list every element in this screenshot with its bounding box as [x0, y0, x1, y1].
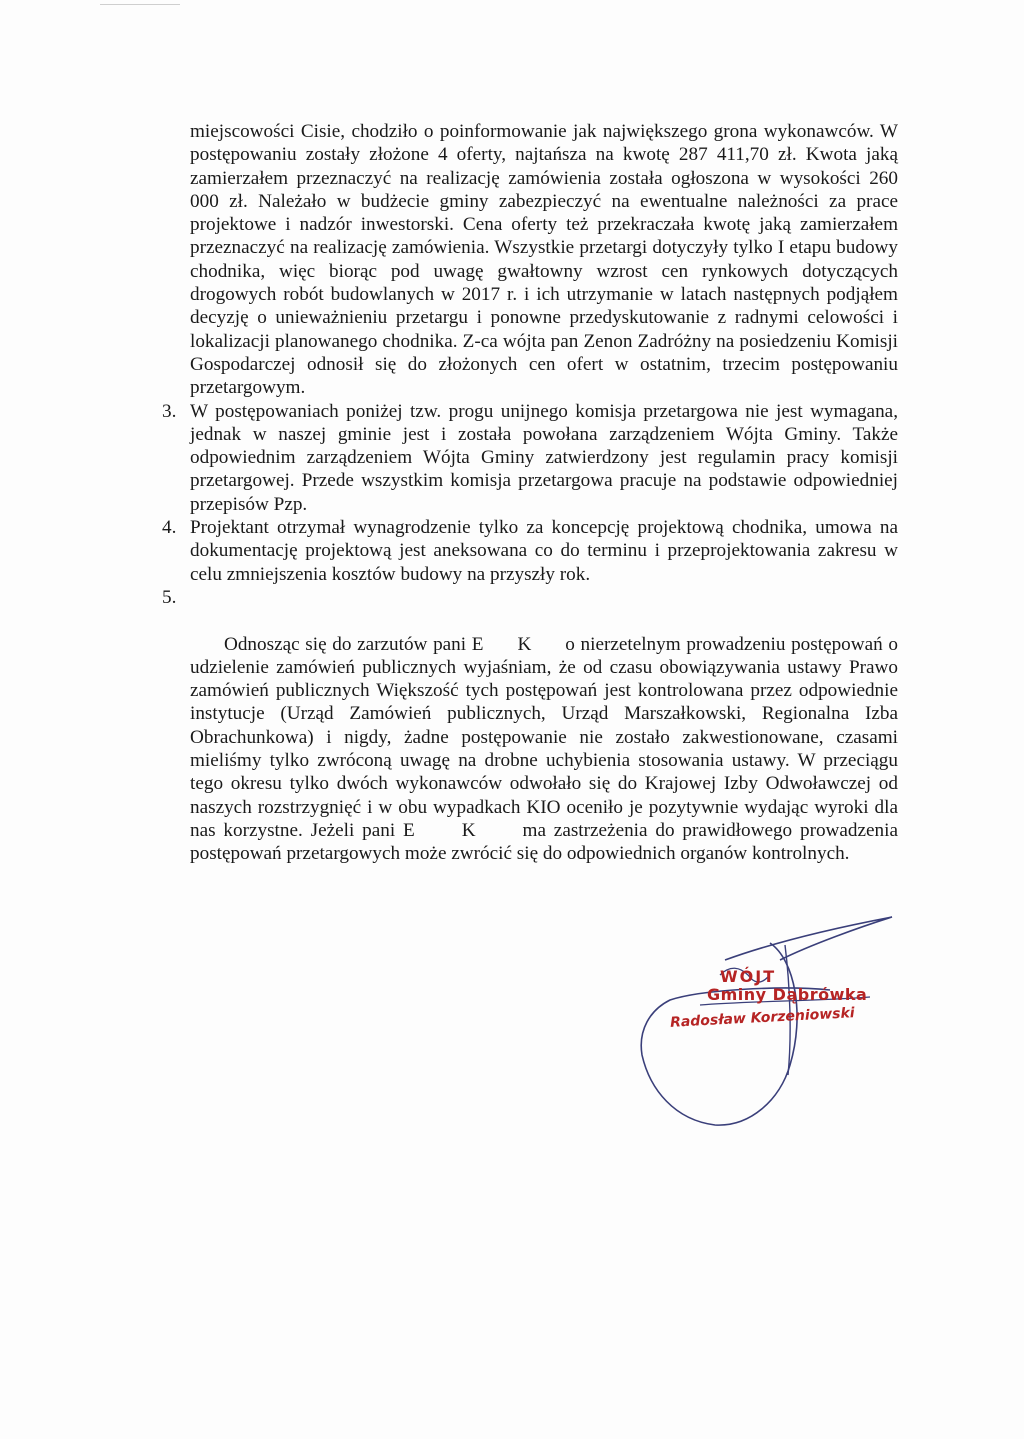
list-item-number: 3.	[162, 400, 177, 422]
stamp-name: Radosław Korzeniowski	[669, 1005, 856, 1031]
list-item-text: W postępowaniach poniżej tzw. progu unijnego komisja przetargowa nie jest wymagana, jednak w naszej gminie jest i została powołana zarządzeniem Wójta Gminy. Także odpowiednim zarządzeniem Wójta Gminy zatwierdzony jest regulamin pracy komisji przetargowej. Przede wszystkim komisja przetargowa pracuje na podstawie odpowiedniej przepisów Pzp.	[190, 400, 898, 515]
list-item-number: 4.	[162, 517, 177, 539]
list-item-number: 5.	[162, 586, 177, 608]
page-top-rule	[100, 4, 180, 5]
list-item-text: Projektant otrzymał wynagrodzenie tylko za koncepcję projektową chodnika, umowa na dokumentację projektową jest aneksowana co do terminu i przeprojektowania zakresu w celu zmniejszenia kosztów budowy na przyszły rok.	[190, 517, 898, 585]
list-item-3	[162, 400, 898, 516]
list-item-4	[162, 516, 898, 586]
stamp-title: WÓJT	[720, 967, 777, 986]
signature-stamp-block	[630, 905, 900, 1135]
list-item-text: Odnosząc się do zarzutów pani E K o nierzetelnym prowadzeniu postępowań o udzielenie zamówień publicznych wyjaśniam, że od czasu obowiązywania ustawy Prawo zamówień publicznych Większość tych postępowań jest kontrolowana przez odpowiednie instytucje (Urząd Zamówień publicznych, Urząd Marszałkowski, Regionalna Izba Obrachunkowa) i nigdy, żadne postępowanie nie zostało zakwestionowane, czasami mieliśmy tylko zwróconą uwagę na drobne uchybienia stosowania ustawy. W przeciągu tego okresu tylko dwóch wykonawców odwołało się do Krajowej Izby Odwoławczej od naszych rozstrzygnięć i w obu wypadkach KIO oceniło je pozytywnie wydając wyroki dla nas korzystne. Jeżeli pani E K ma zastrzeżenia do prawidłowego prowadzenia postępowań przetargowych może zwrócić się do odpowiednich organów kontrolnych.	[190, 633, 903, 865]
list-item-5	[162, 586, 903, 889]
document-body	[162, 120, 903, 889]
intro-paragraph: miejscowości Cisie, chodziło o poinformowanie jak największego grona wykonawców. W postępowaniu zostały złożone 4 oferty, najtańsza na kwotę 287 411,70 zł. Kwota jaką zamierzałem przeznaczyć na realizację zamówienia została ogłoszona w wysokości 260 000 zł. Należało w budżecie gminy zabezpieczyć na ewentualne należności za prace projektowe i nadzór inwestorski. Cena oferty też przekraczała kwotę jaką zamierzałem przeznaczyć na realizację zamówienia. Wszystkie przetargi dotyczyły tylko I etapu budowy chodnika, więc biorąc pod uwagę gwałtowny wzrost cen rynkowych dotyczących drogowych robót budowlanych w 2017 r. i ich utrzymanie w latach następnych podjąłem decyzję o unieważnieniu przetargu i ponowne przedyskutowanie z radnymi celowości i lokalizacji planowanego chodnika. Z-ca wójta pan Zenon Zadróżny na posiedzeniu Komisji Gospodarczej odnosił się do złożonych cen ofert w ostatnim, trzecim postępowaniu przetargowym.	[190, 121, 898, 399]
stamp-municipality: Gminy Dąbrówka	[707, 985, 868, 1004]
